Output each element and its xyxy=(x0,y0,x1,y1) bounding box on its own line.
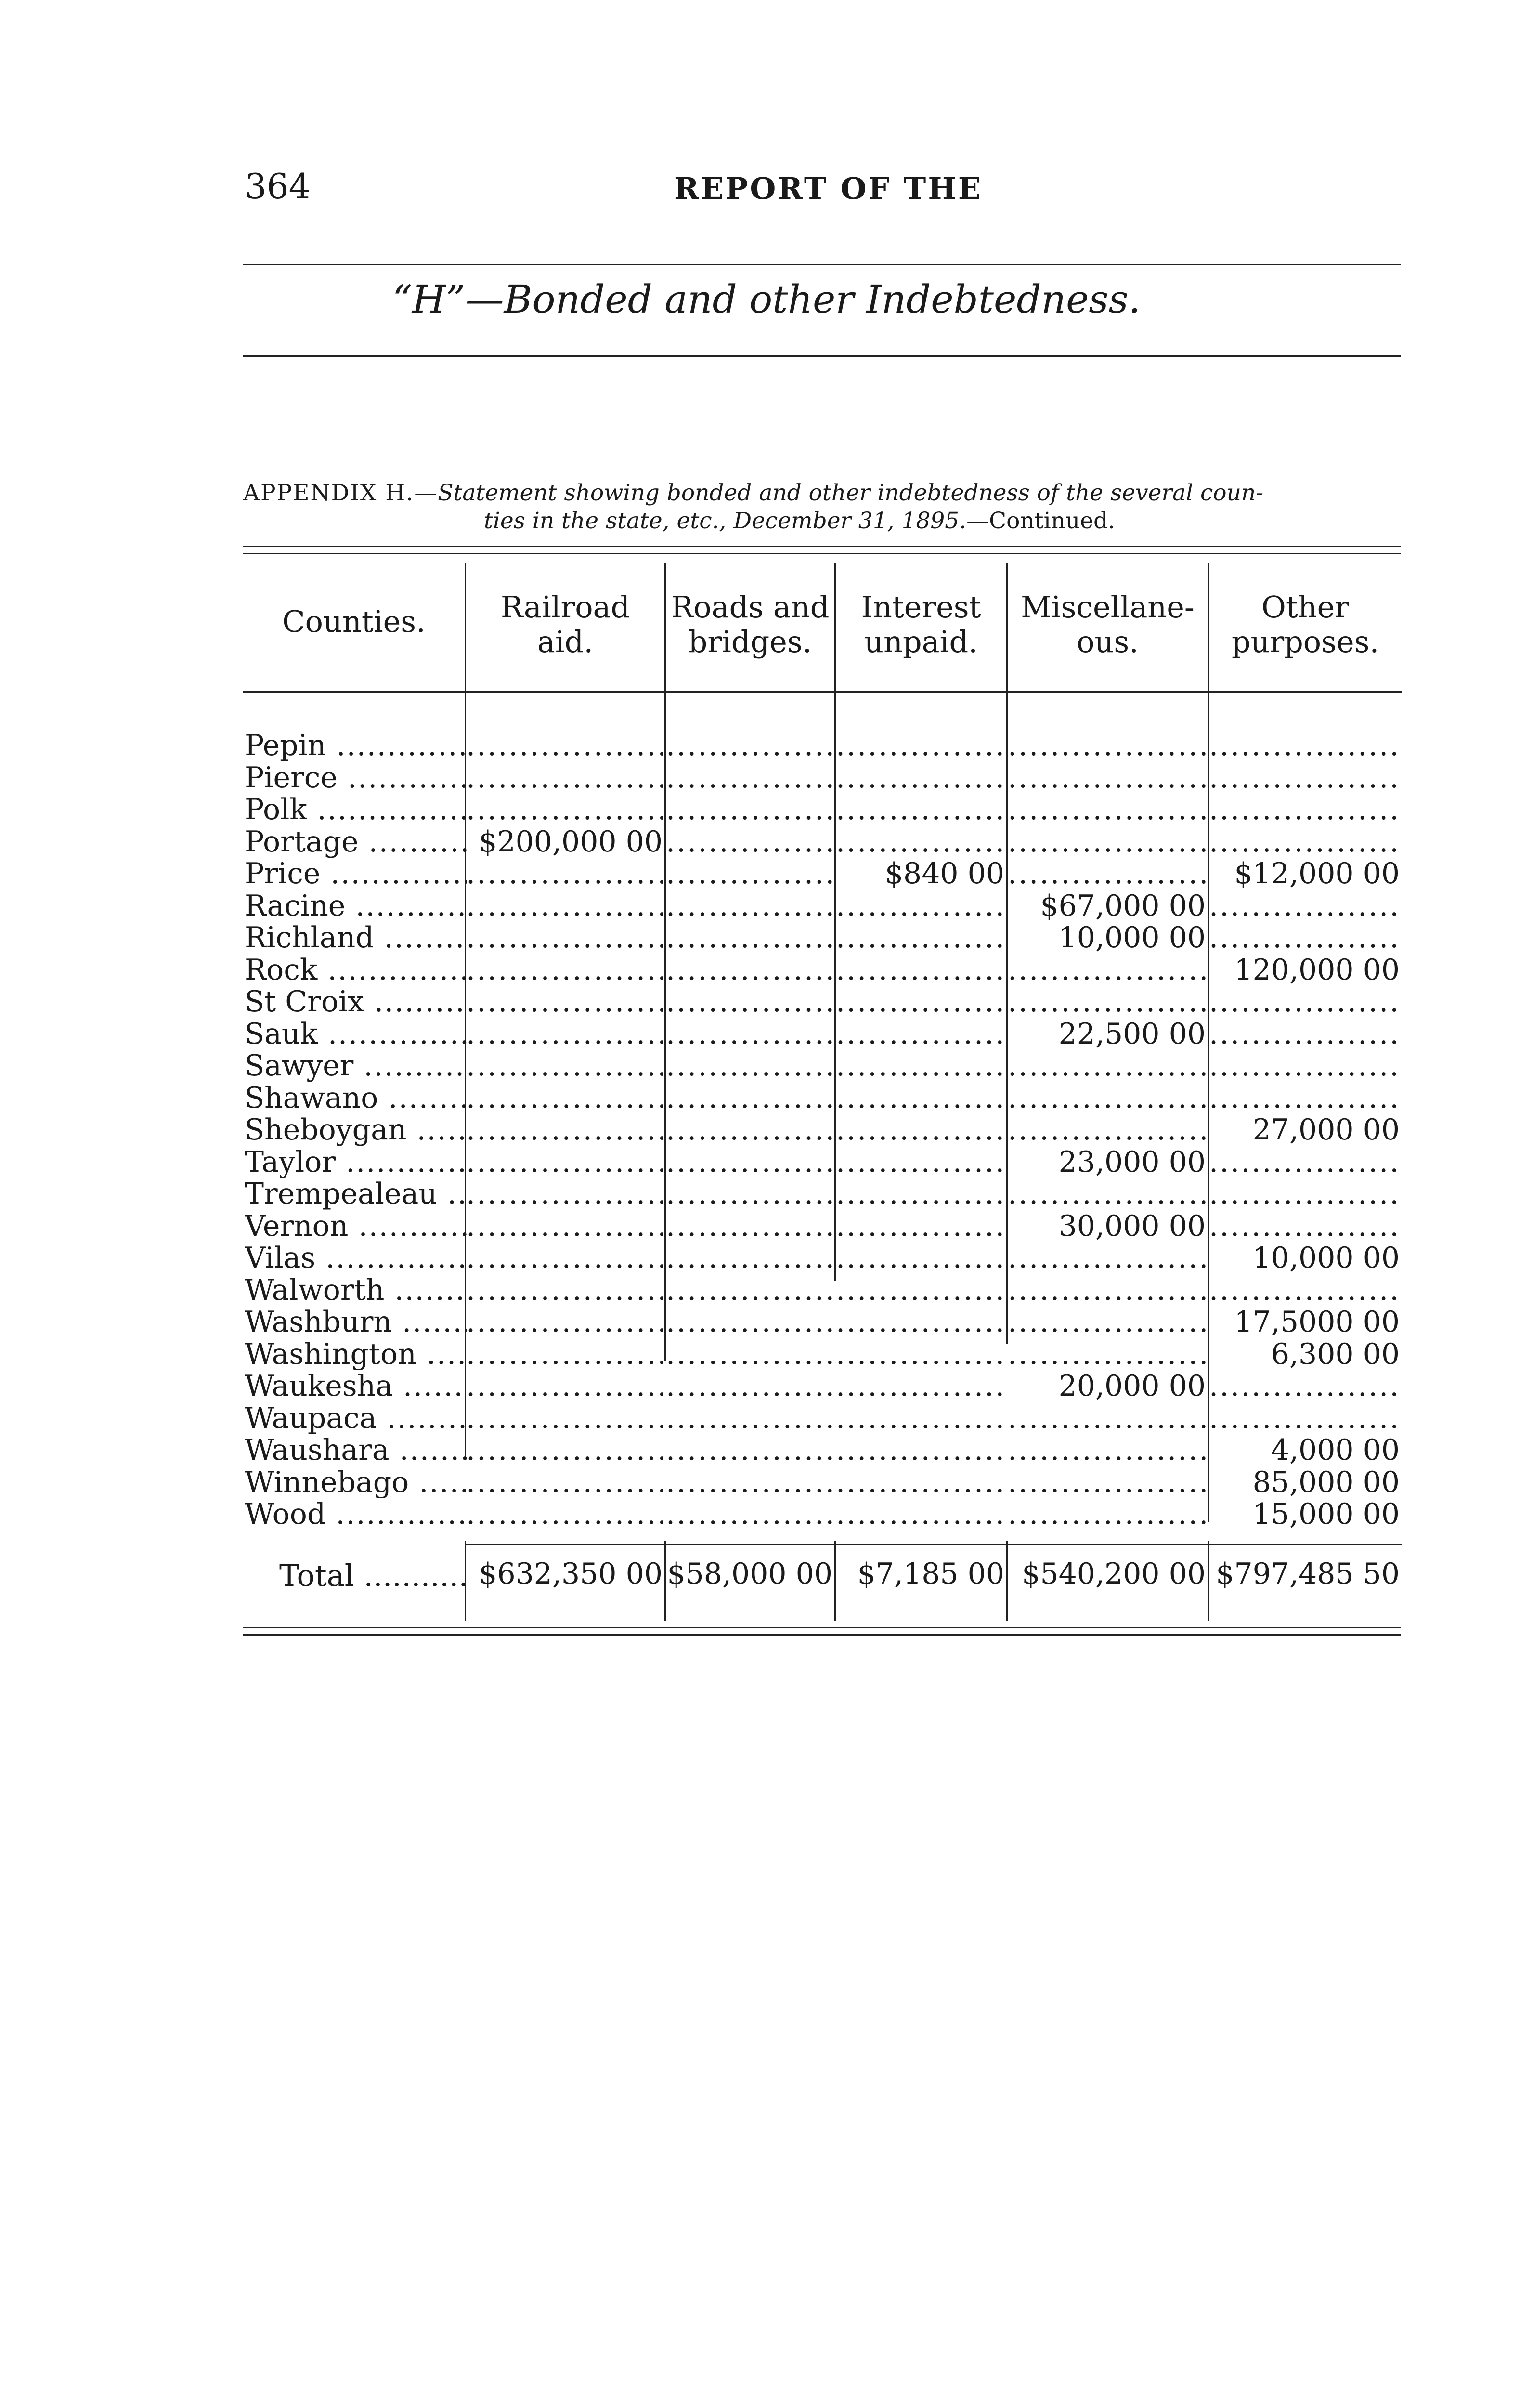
table-cell xyxy=(666,1242,832,1274)
table-cell xyxy=(836,1498,1004,1530)
header-underline xyxy=(1008,691,1208,693)
table-cell xyxy=(1008,1050,1206,1082)
table-cell: 120,000 00 xyxy=(1234,954,1400,986)
table-cell xyxy=(836,1242,1004,1274)
header-underline xyxy=(666,691,834,693)
table-cell xyxy=(836,1178,1004,1210)
column-header-railroad xyxy=(466,590,664,659)
column-header-line1: Counties. xyxy=(282,604,426,639)
column-header-line2: purposes. xyxy=(1231,624,1379,659)
total-label: Total ..... xyxy=(279,1558,467,1593)
caption-text-1: Statement showing bonded and other indebtedness of the several coun- xyxy=(438,480,1263,506)
county-name: Polk ..... xyxy=(245,794,467,825)
table-cell: 10,000 00 xyxy=(1252,1242,1400,1274)
table-cell xyxy=(836,1466,1004,1498)
table-cell xyxy=(1209,986,1400,1018)
table-cell xyxy=(1008,1114,1206,1146)
table-cell xyxy=(466,1466,663,1498)
table-cell xyxy=(666,1114,832,1146)
table-cell xyxy=(1209,1370,1400,1402)
table-cell xyxy=(836,826,1004,858)
table-bottom-double-rule xyxy=(243,1627,1401,1636)
caption-text-2: ties in the state, etc., December 31, 1895. xyxy=(484,508,967,534)
table-cell xyxy=(466,858,663,890)
county-name: Sawyer ..... xyxy=(245,1050,467,1082)
table-cell xyxy=(466,794,663,825)
table-cell xyxy=(1209,1402,1400,1434)
total-roads: $58,000 00 xyxy=(667,1558,832,1590)
table-cell xyxy=(466,1178,663,1210)
table-cell xyxy=(466,1082,663,1114)
table-cell xyxy=(1209,1082,1400,1114)
caption-line-1 xyxy=(243,479,1403,507)
column-header-interest xyxy=(836,590,1006,659)
table-cell xyxy=(1008,1338,1206,1370)
table-cell xyxy=(666,1210,832,1242)
table-cell: 10,000 00 xyxy=(1058,922,1206,954)
county-name: Racine ..... xyxy=(245,890,467,922)
table-cell xyxy=(466,1402,663,1434)
column-header-line2: aid. xyxy=(537,624,594,659)
table-cell xyxy=(1008,1306,1206,1338)
table-cell xyxy=(1008,762,1206,794)
county-name: Sheboygan ..... xyxy=(245,1114,467,1146)
table-cell: 22,500 00 xyxy=(1058,1018,1206,1050)
table-cell xyxy=(836,1402,1004,1434)
table-cell xyxy=(1008,858,1206,890)
table-cell xyxy=(666,858,832,890)
table-cell xyxy=(836,1082,1004,1114)
table-cell xyxy=(1209,730,1400,761)
table-cell xyxy=(836,1210,1004,1242)
column-header-line1: Other xyxy=(1261,589,1349,625)
column-header-line2: unpaid. xyxy=(864,624,978,659)
table-cell xyxy=(1008,730,1206,761)
header-underline xyxy=(1209,691,1402,693)
county-name: Walworth ..... xyxy=(245,1274,467,1306)
table-cell xyxy=(836,922,1004,954)
total-railroad: $632,350 00 xyxy=(479,1558,663,1590)
county-name: Pepin ..... xyxy=(245,730,467,761)
table-cell xyxy=(666,1050,832,1082)
county-name: Washington ..... xyxy=(245,1338,467,1370)
table-cell xyxy=(836,1146,1004,1178)
table-cell xyxy=(1209,890,1400,922)
appendix-caption xyxy=(243,479,1403,535)
table-cell xyxy=(466,1434,663,1466)
column-header-line1: Railroad xyxy=(500,589,630,625)
county-name: Waupaca ..... xyxy=(245,1402,467,1434)
county-name: Washburn ..... xyxy=(245,1306,467,1338)
table-cell xyxy=(466,922,663,954)
total-other: $797,485 50 xyxy=(1216,1558,1400,1590)
table-cell xyxy=(836,1050,1004,1082)
column-header-line2: bridges. xyxy=(688,624,812,659)
table-cell xyxy=(466,954,663,986)
county-name: Portage ..... xyxy=(245,826,467,858)
table-cell xyxy=(666,1466,832,1498)
section-title: “H”—Bonded and other Indebtedness. xyxy=(392,277,1141,322)
table-cell xyxy=(466,890,663,922)
table-cell xyxy=(836,1018,1004,1050)
total-interest: $7,185 00 xyxy=(857,1558,1004,1590)
table-cell xyxy=(836,986,1004,1018)
county-name: Rock ..... xyxy=(245,954,467,986)
county-name: Richland ..... xyxy=(245,922,467,954)
column-header-miscellaneous xyxy=(1008,590,1208,659)
county-name: Winnebago ..... xyxy=(245,1466,467,1498)
table-cell xyxy=(1008,1498,1206,1530)
table-cell xyxy=(666,1434,832,1466)
total-miscellaneous: $540,200 00 xyxy=(1022,1558,1206,1590)
table-cell xyxy=(666,730,832,761)
table-cell xyxy=(836,1306,1004,1338)
page-number: 364 xyxy=(245,166,311,207)
table-cell xyxy=(666,1274,832,1306)
column-header-counties xyxy=(243,604,465,639)
table-cell xyxy=(1008,1402,1206,1434)
table-cell xyxy=(1209,1274,1400,1306)
county-name: Vernon ..... xyxy=(245,1210,467,1242)
appendix-lead: APPENDIX H.— xyxy=(243,480,438,506)
county-name: Wood ..... xyxy=(245,1498,467,1530)
section-rule xyxy=(243,355,1401,357)
table-cell xyxy=(466,1146,663,1178)
table-cell xyxy=(466,762,663,794)
table-cell xyxy=(1008,1274,1206,1306)
table-cell: 15,000 00 xyxy=(1252,1498,1400,1530)
table-cell xyxy=(836,890,1004,922)
table-cell: $200,000 00 xyxy=(479,826,663,858)
table-cell xyxy=(466,1114,663,1146)
county-name: Pierce ..... xyxy=(245,762,467,794)
table-cell xyxy=(666,1498,832,1530)
table-cell xyxy=(1008,954,1206,986)
table-cell xyxy=(666,794,832,825)
table-cell xyxy=(1209,1210,1400,1242)
table-cell xyxy=(466,1242,663,1274)
column-header-roads xyxy=(666,590,834,659)
county-name: Vilas ..... xyxy=(245,1242,467,1274)
table-cell xyxy=(1008,1466,1206,1498)
table-cell xyxy=(1209,1018,1400,1050)
header-underline xyxy=(466,691,664,693)
table-cell: 6,300 00 xyxy=(1271,1338,1400,1370)
table-cell xyxy=(666,1146,832,1178)
table-cell xyxy=(466,1274,663,1306)
county-name: St Croix ..... xyxy=(245,986,467,1018)
county-name: Waukesha ..... xyxy=(245,1370,467,1402)
table-cell: $840 00 xyxy=(884,858,1004,890)
column-header-line1: Interest xyxy=(861,589,981,625)
table-cell xyxy=(1209,1146,1400,1178)
table-cell xyxy=(666,1082,832,1114)
county-name: Taylor ..... xyxy=(245,1146,467,1178)
table-cell xyxy=(666,922,832,954)
table-cell xyxy=(666,1402,832,1434)
table-cell xyxy=(1209,1050,1400,1082)
table-cell xyxy=(836,730,1004,761)
table-cell xyxy=(836,1338,1004,1370)
table-cell xyxy=(666,762,832,794)
table-cell: $12,000 00 xyxy=(1234,858,1400,890)
table-cell xyxy=(836,1370,1004,1402)
table-cell xyxy=(666,890,832,922)
header-rule xyxy=(243,264,1401,265)
county-name: Trempealeau ..... xyxy=(245,1178,467,1210)
caption-continued: —Continued. xyxy=(966,508,1115,534)
table-cell xyxy=(666,1338,832,1370)
table-cell xyxy=(1008,1082,1206,1114)
table-cell xyxy=(666,1370,832,1402)
table-cell xyxy=(466,1306,663,1338)
county-name: Price ..... xyxy=(245,858,467,890)
table-cell: 85,000 00 xyxy=(1252,1466,1400,1498)
table-cell xyxy=(666,826,832,858)
table-cell xyxy=(466,986,663,1018)
table-cell xyxy=(1209,826,1400,858)
table-cell xyxy=(1008,1434,1206,1466)
table-cell xyxy=(466,1018,663,1050)
table-cell xyxy=(1209,1178,1400,1210)
header-underline xyxy=(836,691,1006,693)
table-cell xyxy=(836,794,1004,825)
table-cell xyxy=(1209,794,1400,825)
table-cell xyxy=(466,1370,663,1402)
table-cell xyxy=(466,1050,663,1082)
header-underline xyxy=(243,691,465,693)
table-cell: 20,000 00 xyxy=(1058,1370,1206,1402)
table-cell: 30,000 00 xyxy=(1058,1210,1206,1242)
table-cell xyxy=(1008,1242,1206,1274)
table-cell xyxy=(466,1210,663,1242)
table-cell xyxy=(836,1274,1004,1306)
table-cell xyxy=(836,1434,1004,1466)
table-cell: 27,000 00 xyxy=(1252,1114,1400,1146)
table-cell xyxy=(1209,762,1400,794)
table-cell xyxy=(1209,922,1400,954)
table-cell xyxy=(666,1178,832,1210)
county-name: Waushara ..... xyxy=(245,1434,467,1466)
county-name: Shawano ..... xyxy=(245,1082,467,1114)
table-cell xyxy=(1008,1178,1206,1210)
total-rule xyxy=(466,1544,1402,1545)
column-header-other xyxy=(1209,590,1402,659)
column-header-line1: Miscellane- xyxy=(1021,589,1195,625)
table-cell xyxy=(666,954,832,986)
table-cell xyxy=(466,730,663,761)
table-cell: 4,000 00 xyxy=(1271,1434,1400,1466)
table-top-double-rule xyxy=(243,546,1401,554)
table-cell xyxy=(466,1338,663,1370)
table-cell xyxy=(1008,794,1206,825)
column-header-line2: ous. xyxy=(1077,624,1139,659)
caption-line-2 xyxy=(243,507,1403,535)
table-cell xyxy=(1008,986,1206,1018)
table-cell xyxy=(466,1498,663,1530)
table-cell: 23,000 00 xyxy=(1058,1146,1206,1178)
table-cell: 17,5000 00 xyxy=(1234,1306,1400,1338)
table-cell xyxy=(666,1306,832,1338)
table-cell: $67,000 00 xyxy=(1040,890,1206,922)
table-cell xyxy=(836,762,1004,794)
table-cell xyxy=(836,954,1004,986)
table-cell xyxy=(666,1018,832,1050)
table-cell xyxy=(836,1114,1004,1146)
county-name: Sauk ..... xyxy=(245,1018,467,1050)
column-header-line1: Roads and xyxy=(671,589,830,625)
table-cell xyxy=(666,986,832,1018)
table-cell xyxy=(1008,826,1206,858)
running-head: REPORT OF THE xyxy=(674,171,983,206)
